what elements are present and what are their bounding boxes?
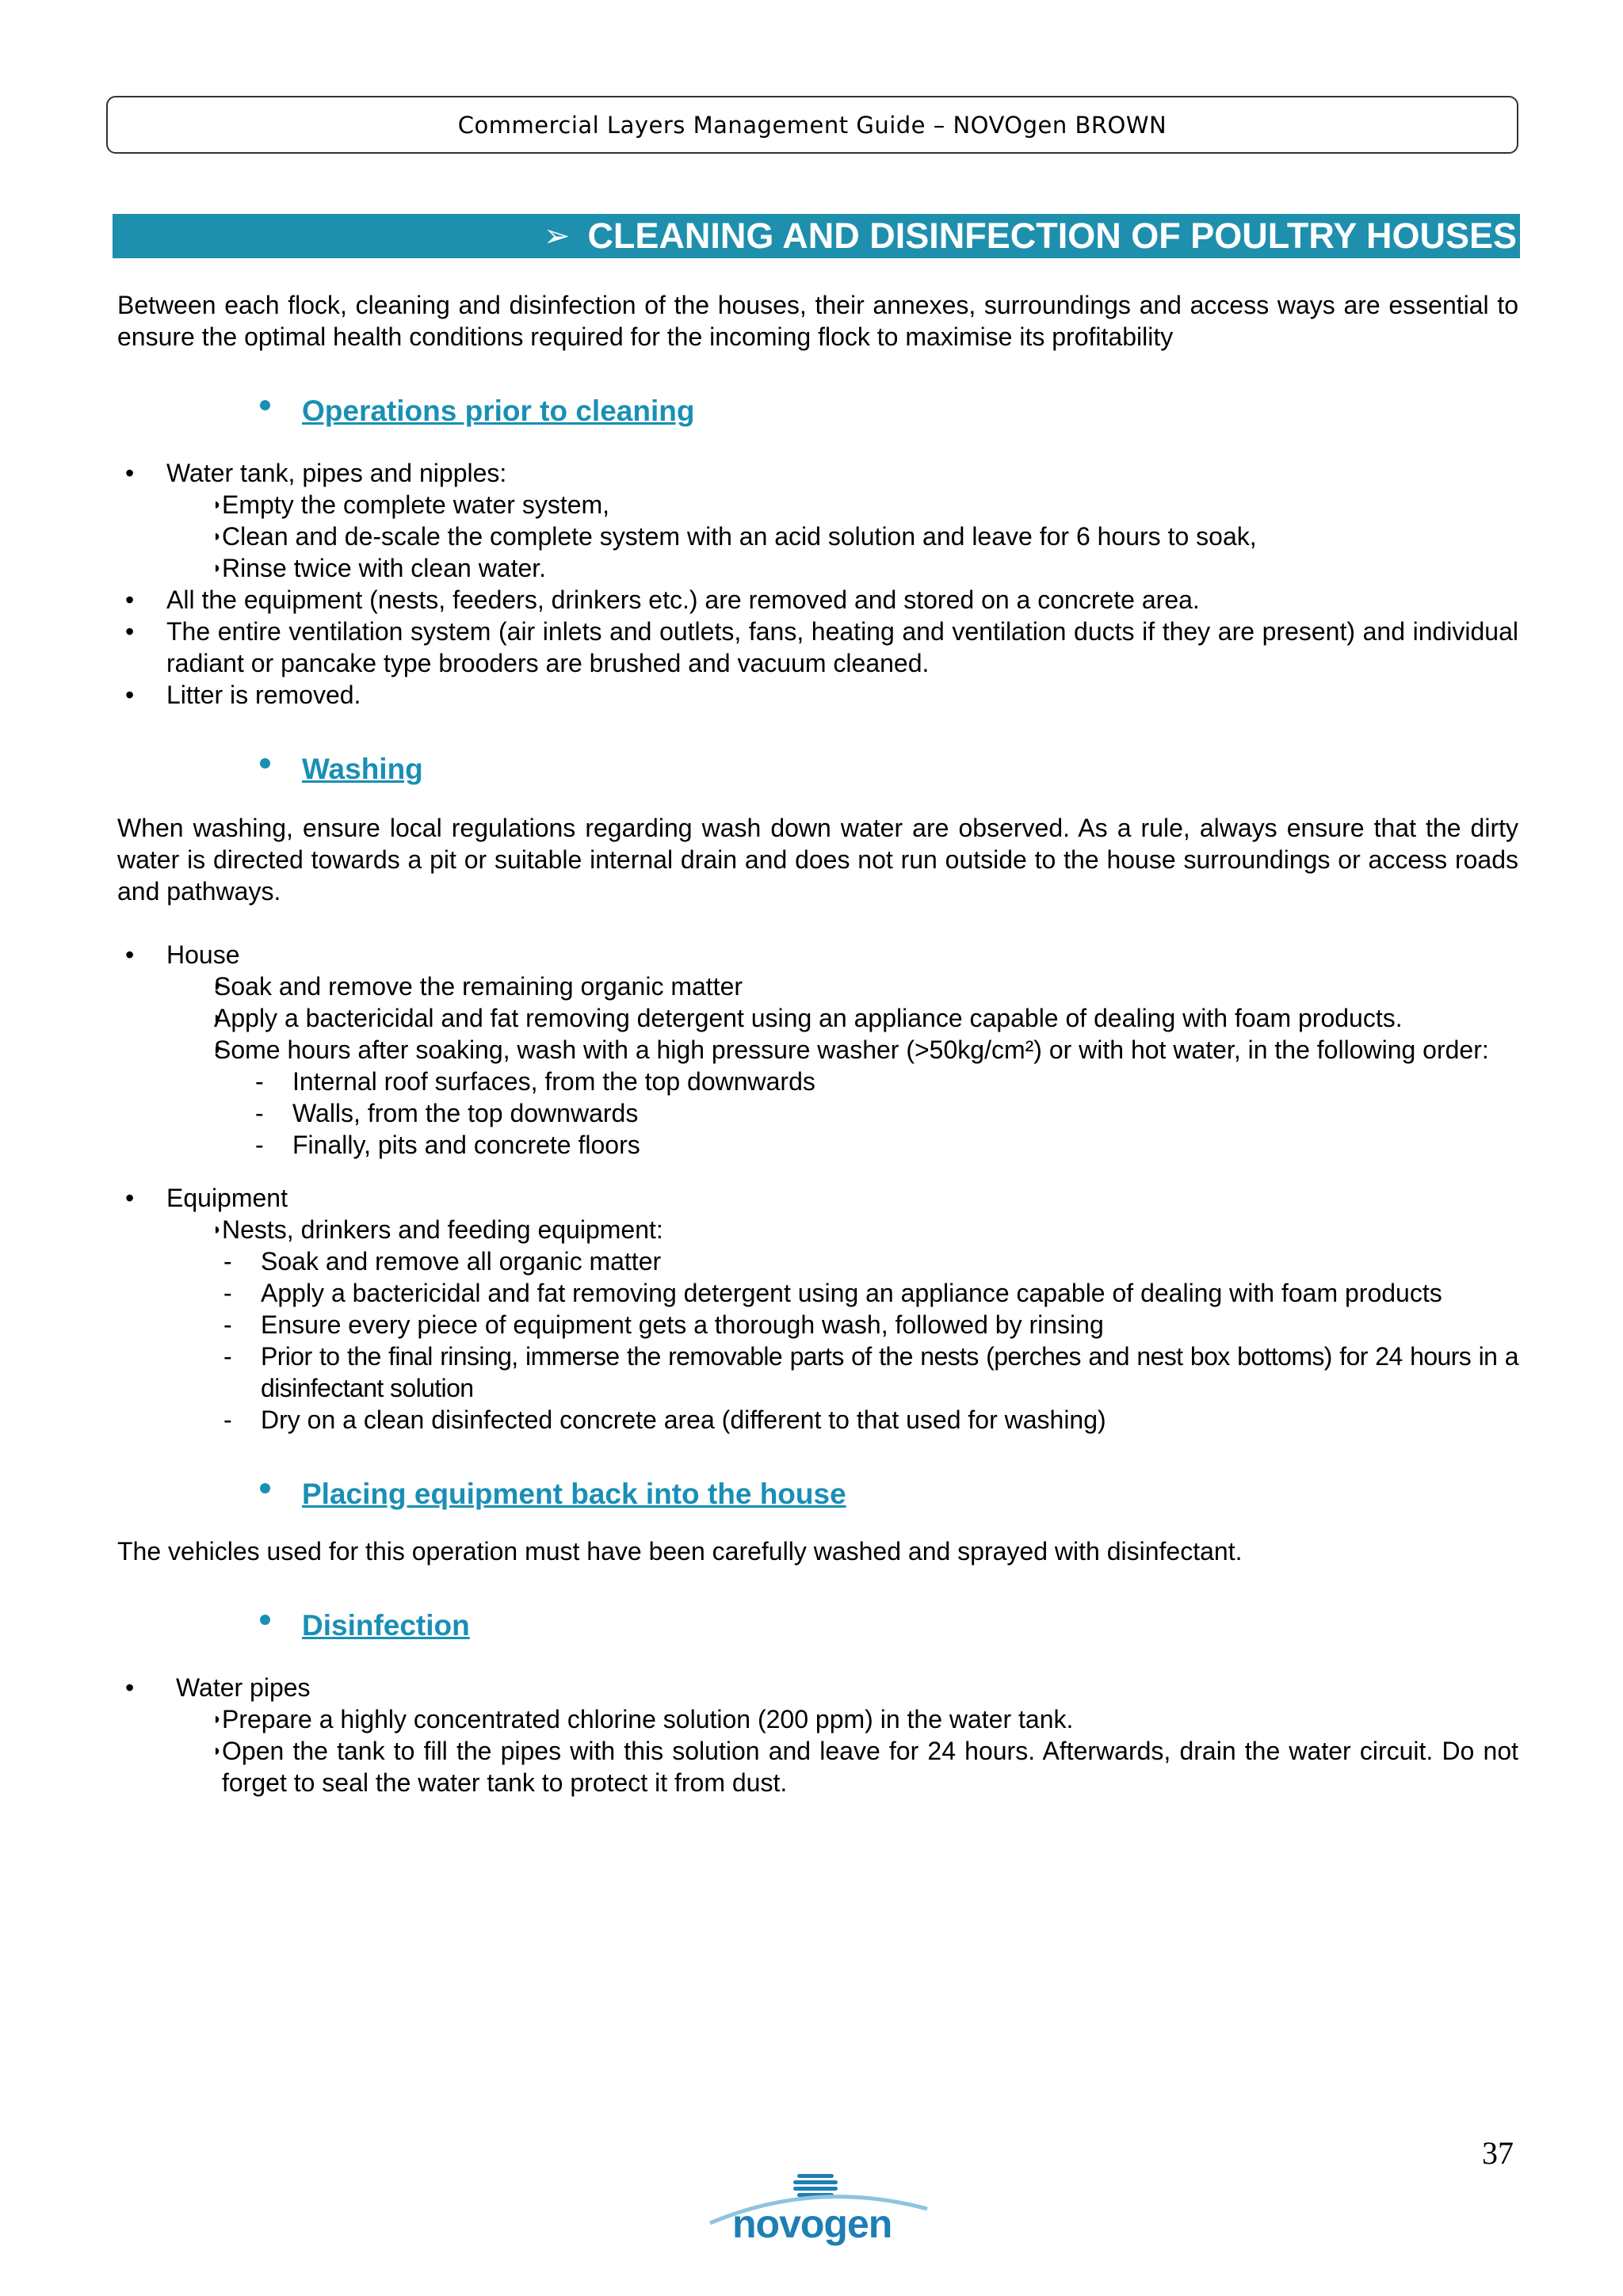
list-item: - Dry on a clean disinfected concrete area (different to that used for washing)	[222, 1404, 1518, 1436]
list-item: - Finally, pits and concrete floors	[254, 1129, 1518, 1161]
house-steps-list	[166, 971, 1518, 1161]
heading-operations-label: Operations prior to cleaning	[302, 395, 695, 427]
bullet-dot-icon	[260, 1615, 270, 1625]
list-item: - Apply a bactericidal and fat removing detergent using an appliance capable of dealing with foam products	[222, 1277, 1518, 1309]
list-item: • House ◗ Soak and remove the remaining organic matter ◗ Apply a bactericidal and fat removing detergent using an appliance capable of dealing with foam products. ◗ Some hours after soaking, wash with a high pressure washer (>50kg/cm²) or with hot water, in the following order: - Internal roof surfaces, from the top downwards - Walls, from the top downwards - Finally, pits and concrete floors	[117, 939, 1518, 1161]
house-order-list	[293, 1066, 1518, 1161]
list-item: ◗ Prepare a highly concentrated chlorine solution (200 ppm) in the water tank.	[117, 1703, 1518, 1735]
list-item: ◗ Nests, drinkers and feeding equipment: - Soak and remove all organic matter - Apply a bactericidal and fat removing detergent using an appliance capable of dealing with foam products - Ensure every piece of equipment gets a thorough wash, followed by rinsing - Prior to the final rinsing, immerse the removable parts of the nests (perches and nest box bottoms) for 24 hours in a disinfectant solution - Dry on a clean disinfected concrete area (different to that used for washing)	[117, 1214, 1518, 1436]
list-item: ◗ Clean and de-scale the complete system with an acid solution and leave for 6 hours to soak,	[117, 521, 1518, 552]
list-item: • The entire ventilation system (air inlets and outlets, fans, heating and ventilation ducts if they are present) and individual radiant or pancake type brooders are brushed and vacuum cleaned.	[117, 616, 1518, 679]
list-item: ◗ Some hours after soaking, wash with a high pressure washer (>50kg/cm²) or with hot water, in the following order: - Internal roof surfaces, from the top downwards - Walls, from the top downwards - Finally, pits and concrete floors	[117, 1034, 1518, 1161]
list-item: ◗ Soak and remove the remaining organic matter	[117, 971, 1518, 1002]
heading-disinfection-label: Disinfection	[302, 1609, 470, 1642]
equipment-sub-list	[166, 1214, 1518, 1436]
equipment-steps-list	[262, 1245, 1518, 1436]
section-title: CLEANING AND DISINFECTION OF POULTRY HOUSES	[587, 215, 1517, 256]
bullet-dot-icon	[260, 400, 270, 410]
list-item: - Prior to the final rinsing, immerse the removable parts of the nests (perches and nest box bottoms) for 24 hours in a disinfectant solution	[222, 1341, 1518, 1404]
disinfection-steps-list	[176, 1703, 1518, 1798]
list-item: ◗ Empty the complete water system,	[117, 489, 1518, 521]
page-header	[106, 96, 1518, 154]
list-item: • Water tank, pipes and nipples: ◗ Empty the complete water system, ◗ Clean and de-scale the complete system with an acid solution and leave for 6 hours to soak, ◗ Rinse twice with clean water.	[117, 457, 1518, 584]
list-item: - Soak and remove all organic matter	[222, 1245, 1518, 1277]
page-number: 37	[1482, 2135, 1514, 2171]
washing-equipment-list	[117, 1182, 1518, 1436]
list-item: • All the equipment (nests, feeders, drinkers etc.) are removed and stored on a concrete area.	[117, 584, 1518, 616]
novogen-logo	[704, 2163, 934, 2250]
list-item: - Internal roof surfaces, from the top downwards	[254, 1066, 1518, 1097]
washing-house-list	[117, 939, 1518, 1161]
heading-operations	[260, 392, 1518, 430]
bullet-dot-icon	[260, 1483, 270, 1493]
logo-text: novogen	[732, 2202, 892, 2246]
list-item: - Ensure every piece of equipment gets a thorough wash, followed by rinsing	[222, 1309, 1518, 1341]
washing-paragraph: When washing, ensure local regulations regarding wash down water are observed. As a rule, always ensure that the dirty water is directed towards a pit or suitable internal drain and does not run outside to the house surroundings or access roads and pathways.	[117, 814, 1518, 906]
list-item: ◗ Rinse twice with clean water.	[117, 552, 1518, 584]
heading-placing-label: Placing equipment back into the house	[302, 1478, 846, 1510]
list-item: - Walls, from the top downwards	[254, 1097, 1518, 1129]
document-body	[117, 289, 1518, 1798]
intro-paragraph: Between each flock, cleaning and disinfection of the houses, their annexes, surroundings and access ways are essential to ensure the optimal health conditions required for the incoming flock to maximise its profitability	[117, 291, 1518, 351]
heading-placing	[260, 1475, 1518, 1513]
list-item: • Litter is removed.	[117, 679, 1518, 711]
list-item: • Water pipes ◗ Prepare a highly concentrated chlorine solution (200 ppm) in the water tank. ◗ Open the tank to fill the pipes with this solution and leave for 24 hours. Afterwards, drain the water circuit. Do not forget to seal the water tank to protect it from dust.	[117, 1672, 1518, 1798]
list-item: • Equipment ◗ Nests, drinkers and feeding equipment: - Soak and remove all organic matter - Apply a bactericidal and fat removing detergent using an appliance capable of dealing with foam products - Ensure every piece of equipment gets a thorough wash, followed by rinsing - Prior to the final rinsing, immerse the removable parts of the nests (perches and nest box bottoms) for 24 hours in a disinfectant solution - Dry on a clean disinfected concrete area (different to that used for washing)	[117, 1182, 1518, 1436]
disinfection-list	[117, 1672, 1518, 1798]
arrow-bullet-icon: ➢	[543, 219, 571, 254]
list-item: ◗ Apply a bactericidal and fat removing detergent using an appliance capable of dealing with foam products.	[117, 1002, 1518, 1034]
water-steps-list	[166, 489, 1518, 584]
heading-washing	[260, 750, 1518, 788]
heading-washing-label: Washing	[302, 753, 423, 785]
header-title: Commercial Layers Management Guide – NOVOgen BROWN	[457, 111, 1167, 139]
operations-list	[117, 457, 1518, 711]
heading-disinfection	[260, 1607, 1518, 1645]
bullet-dot-icon	[260, 758, 270, 769]
list-item: ◗ Open the tank to fill the pipes with this solution and leave for 24 hours. Afterwards, drain the water circuit. Do not forget to seal the water tank to protect it from dust.	[117, 1735, 1518, 1798]
section-title-bar	[113, 214, 1520, 258]
placing-paragraph: The vehicles used for this operation must have been carefully washed and sprayed with disinfectant.	[117, 1537, 1243, 1566]
